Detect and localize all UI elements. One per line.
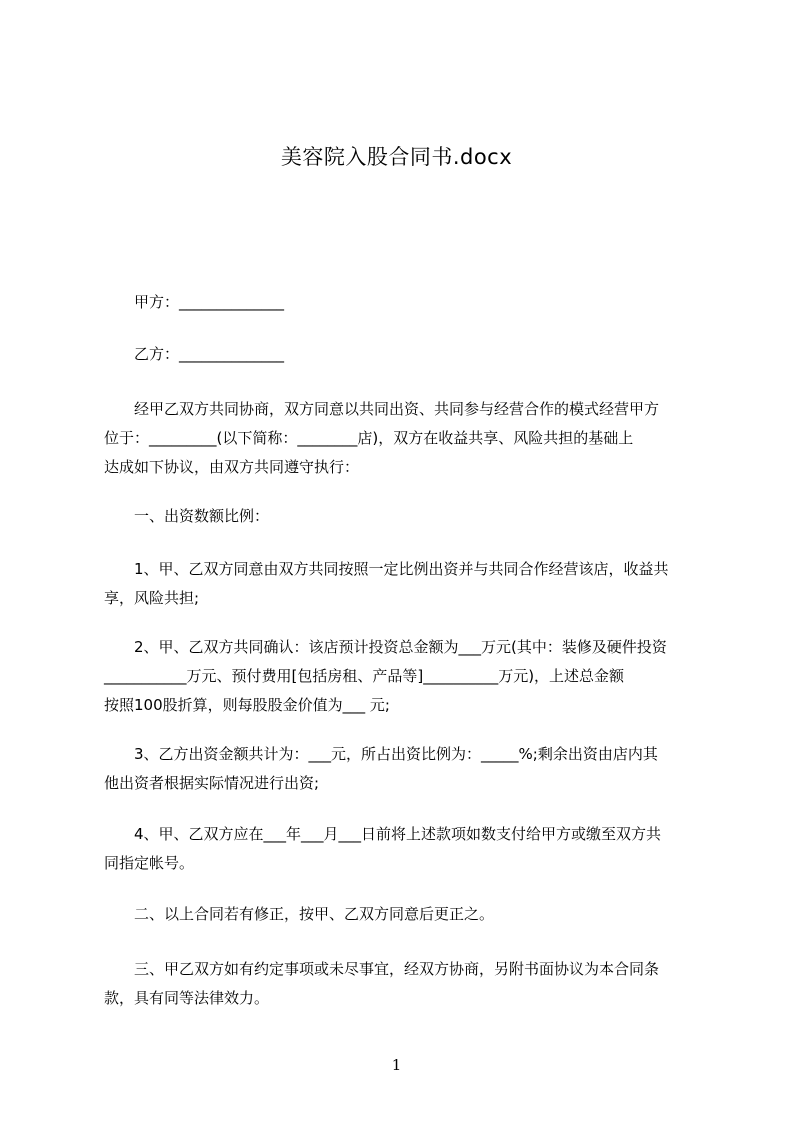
clause-4-line: 同指定帐号。: [104, 854, 195, 872]
clause-3-line: 3、乙方出资金额共计为：___元，所占出资比例为：_____%;剩余出资由店内其: [104, 745, 658, 763]
section-3-paragraph: [104, 955, 704, 1013]
clause-1-line: 1、甲、乙双方同意由双方共同按照一定比例出资并与共同合作经营该店，收益共: [104, 560, 669, 578]
clause-4-line: 4、甲、乙双方应在___年___月___日前将上述款项如数支付给甲方或缴至双方共: [104, 825, 662, 843]
clause-2-line: 按照100股折算，则每股股金价值为___ 元;: [104, 696, 390, 714]
clause-3-line: 他出资者根据实际情况进行出资;: [104, 774, 320, 792]
section-3-line: 款，具有同等法律效力。: [104, 989, 270, 1007]
section-2-paragraph: 二、以上合同若有修正，按甲、乙双方同意后更正之。: [104, 905, 495, 923]
clause-1-line: 享，风险共担;: [104, 589, 200, 607]
clause-4-paragraph: [104, 820, 704, 878]
preamble-line: 经甲乙双方共同协商，双方同意以共同出资、共同参与经营合作的模式经营甲方: [104, 400, 660, 418]
clause-3-paragraph: [104, 740, 704, 798]
party-b-line: 乙方：______________: [104, 345, 285, 363]
section-3-line: 三、甲乙双方如有约定事项或未尽事宜，经双方协商，另附书面协议为本合同条: [104, 960, 660, 978]
preamble-line: 位于：_________(以下简称：________店)，双方在收益共享、风险共担的基础上: [104, 429, 634, 447]
clause-2-paragraph: [104, 633, 704, 720]
page-number: 1: [391, 1056, 402, 1074]
preamble-line: 达成如下协议，由双方共同遵守执行：: [104, 458, 360, 476]
clause-2-line: 2、甲、乙双方共同确认：该店预计投资总金额为___万元(其中：装修及硬件投资: [104, 638, 667, 656]
section-1-heading: 一、出资数额比例：: [104, 507, 270, 525]
preamble-paragraph: [104, 395, 704, 482]
clause-2-line: ___________万元、预付费用[包括房租、产品等]__________万元)，上述总金额: [104, 667, 625, 685]
clause-1-paragraph: [104, 555, 704, 613]
document-title: 美容院入股合同书.docx: [280, 145, 513, 169]
party-a-line: 甲方：______________: [104, 293, 285, 311]
